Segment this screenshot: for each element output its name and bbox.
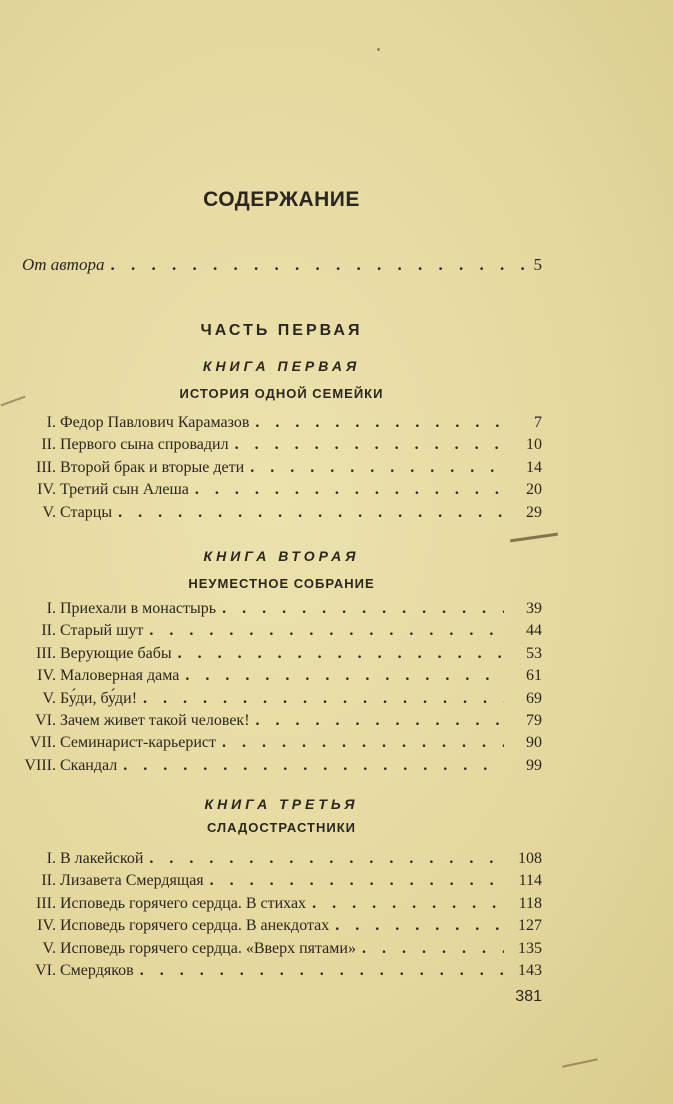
- chapter-entry[interactable]: [18, 667, 542, 689]
- chapter-number: I.: [46, 600, 56, 617]
- dot-leader: [222, 600, 504, 618]
- chapter-page: 143: [518, 961, 542, 979]
- chapter-page: 135: [518, 939, 542, 957]
- chapter-title: Зачем живет такой человек!: [60, 711, 250, 729]
- page-number: 381: [515, 988, 542, 1005]
- chapter-title: Смердяков: [60, 961, 134, 979]
- chapter-title: Семинарист-карьерист: [60, 734, 216, 752]
- chapter-title: Лизавета Смердящая: [60, 872, 204, 890]
- chapter-entry[interactable]: [18, 600, 542, 622]
- chapter-entry[interactable]: [18, 940, 542, 962]
- chapter-entry[interactable]: [18, 895, 542, 917]
- dot-leader: [335, 917, 504, 935]
- dot-leader: [110, 255, 527, 275]
- chapter-entry[interactable]: [18, 757, 542, 779]
- chapter-page: 10: [526, 436, 542, 454]
- paper-speck: [377, 48, 380, 51]
- chapter-title: Верующие бабы: [60, 644, 172, 662]
- preface-label: От автора: [22, 255, 105, 274]
- chapter-number: V.: [42, 503, 56, 521]
- chapter-number: IV.: [37, 481, 56, 499]
- chapter-number: VI.: [35, 711, 56, 729]
- chapter-entry[interactable]: [18, 850, 542, 872]
- preface-page: 5: [533, 255, 542, 274]
- dot-leader: [118, 504, 504, 522]
- paper-speck: [510, 533, 558, 543]
- chapter-page: 20: [526, 481, 542, 499]
- chapter-number: VI.: [35, 961, 56, 979]
- preface-entry[interactable]: [22, 255, 542, 275]
- chapter-number: II.: [41, 622, 56, 640]
- chapter-title: Скандал: [60, 756, 118, 774]
- chapter-page: 69: [526, 689, 542, 707]
- dot-leader: [149, 622, 504, 640]
- chapter-number: I.: [46, 414, 56, 431]
- chapter-number: III.: [36, 458, 56, 476]
- chapter-page: 61: [526, 667, 542, 685]
- chapter-title: Приехали в монастырь: [60, 600, 217, 617]
- chapter-page: 39: [526, 600, 542, 617]
- chapter-title: Старцы: [60, 503, 113, 521]
- chapter-number: III.: [36, 894, 56, 912]
- dot-leader: [222, 734, 504, 752]
- book-1-chapter-list: [18, 414, 542, 526]
- dot-leader: [235, 436, 504, 454]
- chapter-title: Исповедь горячего сердца. В анекдотах: [60, 917, 330, 935]
- dot-leader: [123, 757, 504, 775]
- dot-leader: [250, 459, 504, 477]
- dot-leader: [256, 712, 504, 730]
- chapter-title: Исповедь горячего сердца. В стихах: [60, 894, 307, 912]
- book-1-heading: КНИГА ПЕРВАЯ: [202, 358, 361, 374]
- chapter-entry[interactable]: [18, 962, 542, 984]
- paper-speck: [562, 1058, 598, 1067]
- chapter-title: Маловерная дама: [60, 667, 180, 685]
- chapter-title: В лакейской: [60, 850, 144, 867]
- chapter-entry[interactable]: [18, 436, 542, 458]
- chapter-number: IV.: [37, 667, 56, 685]
- chapter-title: Бу́ди, бу́ди!: [60, 689, 138, 707]
- chapter-entry[interactable]: [18, 504, 542, 526]
- chapter-entry[interactable]: [18, 734, 542, 756]
- chapter-entry[interactable]: [18, 712, 542, 734]
- dot-leader: [312, 895, 504, 913]
- book-3-heading: КНИГА ТРЕТЬЯ: [204, 796, 359, 812]
- chapter-page: 118: [518, 894, 542, 912]
- chapter-title: Второй брак и вторые дети: [60, 458, 245, 476]
- chapter-entry[interactable]: [18, 459, 542, 481]
- chapter-page: 127: [518, 917, 542, 935]
- book-2-heading: КНИГА ВТОРАЯ: [203, 548, 360, 564]
- chapter-number: III.: [36, 644, 56, 662]
- chapter-page: 7: [534, 414, 542, 431]
- chapter-entry[interactable]: [18, 645, 542, 667]
- chapter-page: 79: [526, 711, 542, 729]
- dot-leader: [195, 481, 504, 499]
- book-1-subtitle: ИСТОРИЯ ОДНОЙ СЕМЕЙКИ: [179, 386, 384, 401]
- chapter-entry[interactable]: [18, 414, 542, 436]
- dot-leader: [178, 645, 504, 663]
- chapter-number: I.: [46, 850, 56, 867]
- chapter-page: 90: [526, 734, 542, 752]
- book-2-subtitle: НЕУМЕСТНОЕ СОБРАНИЕ: [188, 576, 375, 591]
- chapter-number: VIII.: [24, 756, 56, 774]
- part-heading: ЧАСТЬ ПЕРВАЯ: [200, 322, 363, 339]
- chapter-number: V.: [42, 689, 56, 707]
- chapter-title: Федор Павлович Карамазов: [60, 414, 250, 431]
- chapter-page: 44: [526, 622, 542, 640]
- dot-leader: [210, 872, 504, 890]
- chapter-title: Третий сын Алеша: [60, 481, 189, 499]
- dot-leader: [255, 414, 504, 432]
- chapter-page: 114: [518, 872, 542, 890]
- chapter-entry[interactable]: [18, 690, 542, 712]
- chapter-page: 108: [518, 850, 542, 867]
- chapter-page: 99: [526, 756, 542, 774]
- chapter-entry[interactable]: [18, 917, 542, 939]
- chapter-page: 53: [526, 644, 542, 662]
- chapter-number: II.: [41, 436, 56, 454]
- chapter-title: Старый шут: [60, 622, 144, 640]
- chapter-number: V.: [42, 939, 56, 957]
- book-2-chapter-list: [18, 600, 542, 779]
- chapter-number: IV.: [37, 917, 56, 935]
- dot-leader: [140, 962, 504, 980]
- chapter-title: Исповедь горячего сердца. «Вверх пятами»: [60, 939, 356, 957]
- dot-leader: [143, 690, 504, 708]
- chapter-page: 29: [526, 503, 542, 521]
- dot-leader: [185, 667, 504, 685]
- chapter-entry[interactable]: [18, 872, 542, 894]
- chapter-page: 14: [526, 458, 542, 476]
- page-title: СОДЕРЖАНИЕ: [203, 188, 360, 211]
- chapter-number: VII.: [29, 734, 56, 752]
- book-3-subtitle: СЛАДОСТРАСТНИКИ: [206, 820, 357, 835]
- chapter-entry[interactable]: [18, 622, 542, 644]
- chapter-number: II.: [41, 872, 56, 890]
- book-3-chapter-list: [18, 850, 542, 984]
- dot-leader: [149, 850, 504, 868]
- chapter-entry[interactable]: [18, 481, 542, 503]
- dot-leader: [362, 940, 504, 958]
- chapter-title: Первого сына спровадил: [60, 436, 229, 454]
